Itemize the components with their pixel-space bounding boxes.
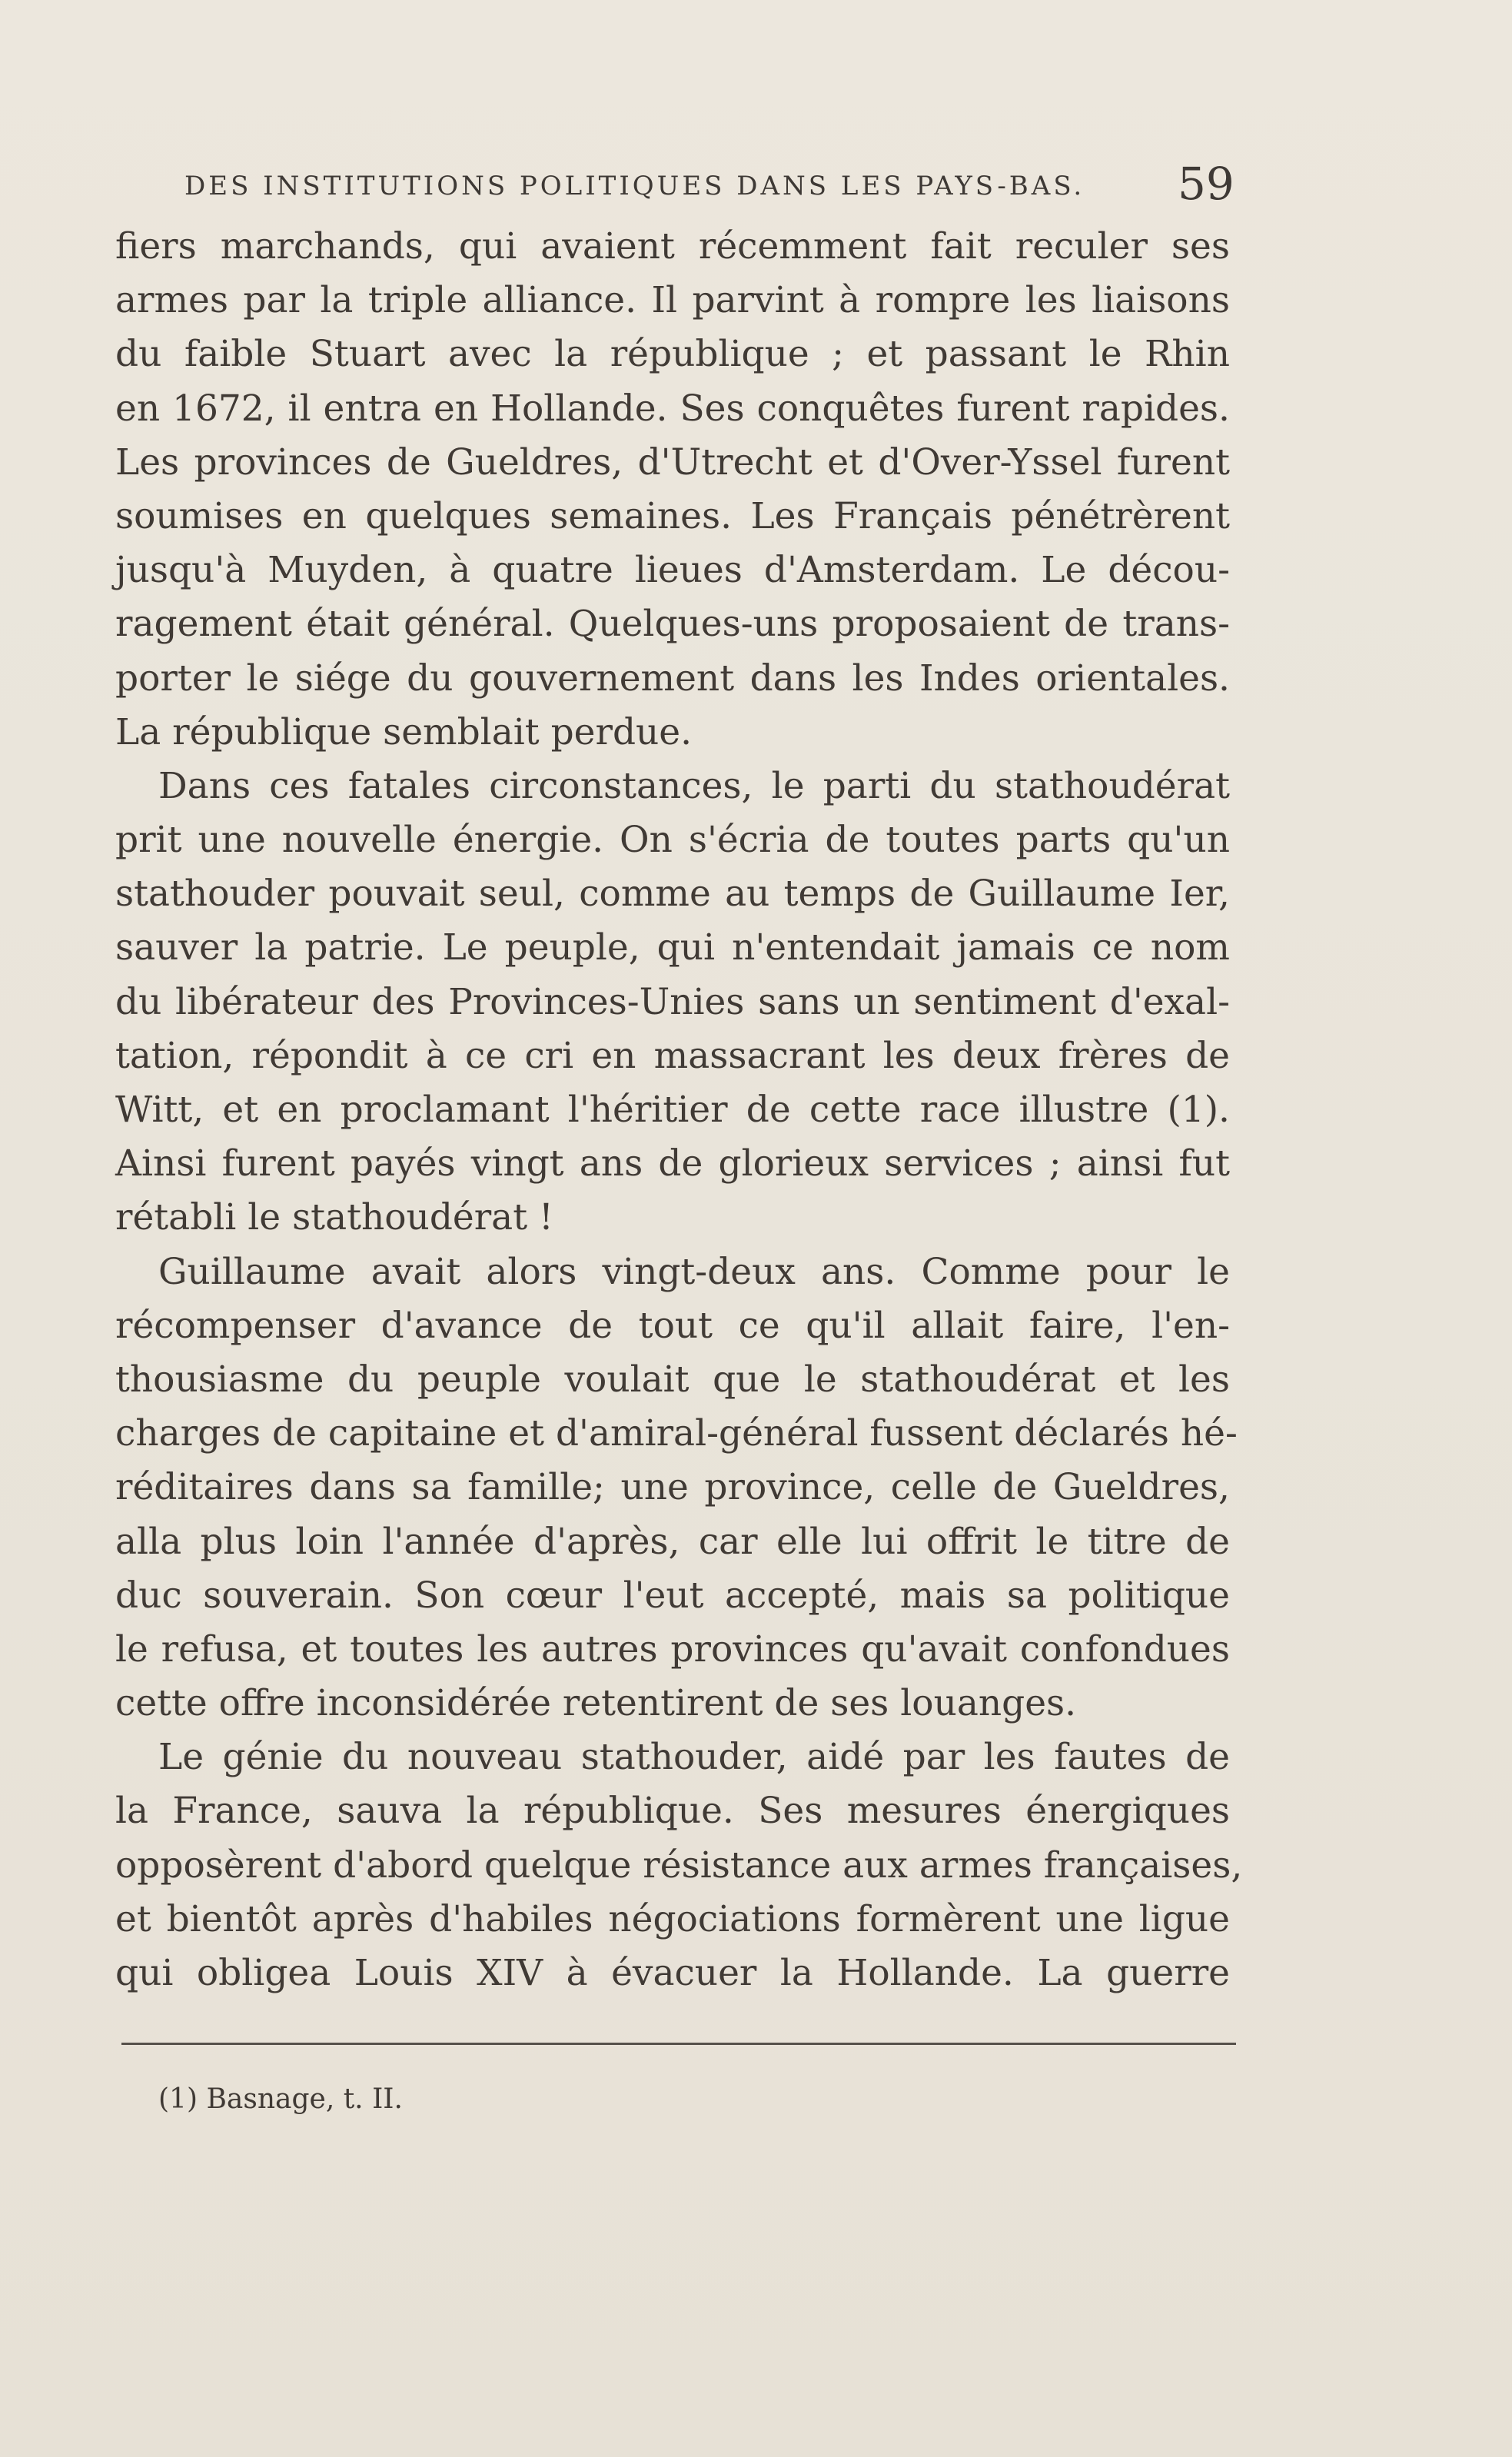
text-line: et bientôt après d'habiles négociations formèrent une ligue [115,1897,1230,1940]
text-line: porter le siége du gouvernement dans les Indes orientales. [115,657,1230,700]
text-line: récompenser d'avance de tout ce qu'il allait faire, l'en- [115,1304,1230,1347]
text-line: la France, sauva la république. Ses mesures énergiques [115,1790,1230,1833]
text-line: thousiasme du peuple voulait que le stathoudérat et les [115,1358,1230,1401]
text-line: du libérateur des Provinces-Unies sans un sentiment d'exal- [115,980,1230,1023]
running-title: DES INSTITUTIONS POLITIQUES DANS LES PAYS-BAS. [184,171,1085,201]
page-number: 59 [1178,158,1235,210]
text-line: sauver la patrie. Le peuple, qui n'entendait jamais ce nom [115,926,1230,969]
text-line: ragement était général. Quelques-uns proposaient de trans- [115,603,1230,646]
footnote: (1) Basnage, t. II. [158,2083,403,2115]
text-line: prit une nouvelle énergie. On s'écria de toutes parts qu'un [115,819,1230,862]
text-line: Les provinces de Gueldres, d'Utrecht et d'Over-Yssel furent [115,441,1230,484]
text-line: Dans ces fatales circonstances, le parti du stathoudérat [158,764,1230,807]
text-line: Le génie du nouveau stathouder, aidé par les fautes de [158,1736,1230,1779]
text-line: cette offre inconsidérée retentirent de ses louanges. [115,1682,1077,1725]
body-text [115,220,1243,2000]
text-line: tation, répondit à ce cri en massacrant les deux frères de [115,1034,1230,1077]
text-line: soumises en quelques semaines. Les Français pénétrèrent [115,494,1230,537]
text-line: qui obligea Louis XIV à évacuer la Hollande. La guerre [115,1952,1230,1994]
footnote-rule [121,2043,1236,2045]
text-line: Guillaume avait alors vingt-deux ans. Comme pour le [158,1250,1230,1293]
text-line: du faible Stuart avec la république ; et passant le Rhin [115,333,1230,376]
text-line: réditaires dans sa famille; une province, celle de Gueldres, [115,1466,1230,1509]
text-line: Witt, et en proclamant l'héritier de cette race illustre (1). [115,1089,1230,1131]
text-line: rétabli le stathoudérat ! [115,1196,553,1239]
text-line: jusqu'à Muyden, à quatre lieues d'Amsterdam. Le décou- [115,549,1230,592]
text-line: alla plus loin l'année d'après, car elle lui offrit le titre de [115,1520,1230,1563]
text-line: opposèrent d'abord quelque résistance aux armes françaises, [115,1844,1243,1887]
text-line: charges de capitaine et d'amiral-général fussent déclarés hé- [115,1412,1238,1455]
text-line: le refusa, et toutes les autres provinces qu'avait confondues [115,1627,1230,1671]
text-line: duc souverain. Son cœur l'eut accepté, mais sa politique [115,1574,1230,1617]
text-line: La république semblait perdue. [115,710,693,753]
text-line: stathouder pouvait seul, comme au temps de Guillaume Ier, [115,873,1230,916]
text-line: en 1672, il entra en Hollande. Ses conquêtes furent rapides. [115,387,1230,430]
text-line: Ainsi furent payés vingt ans de glorieux services ; ainsi fut [115,1142,1230,1185]
text-line: fiers marchands, qui avaient récemment fait reculer ses [115,225,1230,268]
text-line: armes par la triple alliance. Il parvint à rompre les liaisons [115,279,1230,322]
